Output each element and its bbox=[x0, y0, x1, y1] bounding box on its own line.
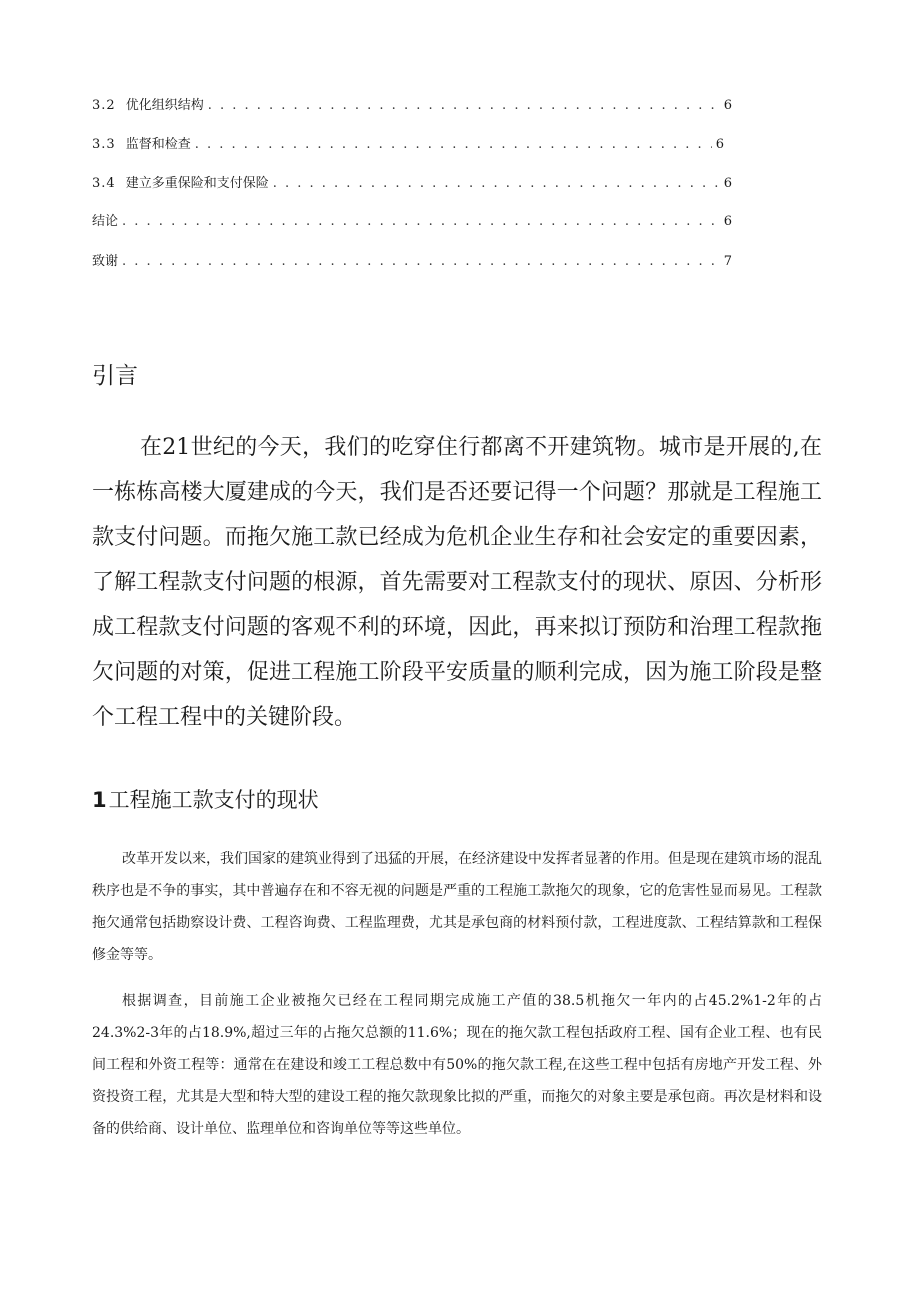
toc-entry-number: 3.2 bbox=[92, 98, 116, 113]
section-title: 工程施工款支付的现状 bbox=[108, 788, 319, 812]
toc-dot-leader bbox=[208, 95, 720, 117]
section-heading bbox=[92, 784, 319, 816]
toc-entry-title: 结论 bbox=[92, 214, 119, 229]
toc-dot-leader bbox=[273, 173, 720, 195]
toc-entry[interactable] bbox=[92, 134, 724, 156]
toc-entry-page: 6 bbox=[723, 176, 732, 191]
toc-entry-page: 6 bbox=[723, 98, 732, 113]
body-paragraph: 根据调查，目前施工企业被拖欠已经在工程同期完成施工产值的38.5机拖欠一年内的占45.2%1-2年的占24.3%2-3年的占18.9%,超过三年的占拖欠总额的11.6%；现在的拖欠款工程包括政府工程、国有企业工程、也有民间工程和外资工程等：通常在在建设和竣工工程总数中有50%的拖欠款工程,在这些工程中包括有房地产开发工程、外资投资工程，尤其是大型和特大型的建设工程的拖欠款现象比拟的严重，而拖欠的对象主要是承包商。再次是材料和设备的供给商、设计单位、监理单位和咨询单位等等这些单位。 bbox=[92, 993, 822, 1137]
toc-dot-leader bbox=[122, 211, 720, 233]
toc-entry[interactable] bbox=[92, 173, 732, 195]
toc-entry[interactable] bbox=[92, 211, 732, 233]
section-number: 1 bbox=[92, 788, 107, 812]
toc-entry-page: 7 bbox=[723, 254, 732, 269]
toc-entry-title: 建立多重保险和支付保险 bbox=[125, 176, 269, 191]
intro-heading: 引言 bbox=[92, 363, 138, 389]
toc-entry-number: 3.4 bbox=[92, 176, 116, 191]
toc-entry-page: 6 bbox=[715, 137, 724, 152]
toc-entry-page: 6 bbox=[723, 214, 732, 229]
toc-entry-number: 3.3 bbox=[92, 137, 116, 152]
toc-dot-leader bbox=[122, 251, 720, 273]
toc-entry[interactable] bbox=[92, 95, 732, 117]
toc-entry[interactable] bbox=[92, 251, 732, 273]
toc-entry-title: 监督和检查 bbox=[125, 137, 191, 152]
toc-dot-leader bbox=[195, 134, 712, 156]
intro-paragraph: 在21世纪的今天，我们的吃穿住行都离不开建筑物。城市是开展的,在一栋栋高楼大厦建成的今天，我们是否还要记得一个问题？那就是工程施工款支付问题。而拖欠施工款已经成为危机企业生存和社会安定的重要因素，了解工程款支付问题的根源，首先需要对工程款支付的现状、原因、分析形成工程款支付问题的客观不利的环境，因此，再来拟订预防和治理工程款拖欠问题的对策，促进工程施工阶段平安质量的顺利完成，因为施工阶段是整个工程工程中的关键阶段。 bbox=[92, 435, 822, 730]
toc-entry-title: 优化组织结构 bbox=[125, 98, 204, 113]
body-paragraph: 改革开发以来，我们国家的建筑业得到了迅猛的开展，在经济建设中发挥者显著的作用。但是现在建筑市场的混乱秩序也是不争的事实，其中普遍存在和不容无视的问题是严重的工程施工款拖欠的现象，它的危害性显而易见。工程款拖欠通常包括勘察设计费、工程咨询费、工程监理费，尤其是承包商的材料预付款，工程进度款、工程结算款和工程保修金等等。 bbox=[92, 851, 822, 963]
toc-entry-title: 致谢 bbox=[92, 254, 119, 269]
